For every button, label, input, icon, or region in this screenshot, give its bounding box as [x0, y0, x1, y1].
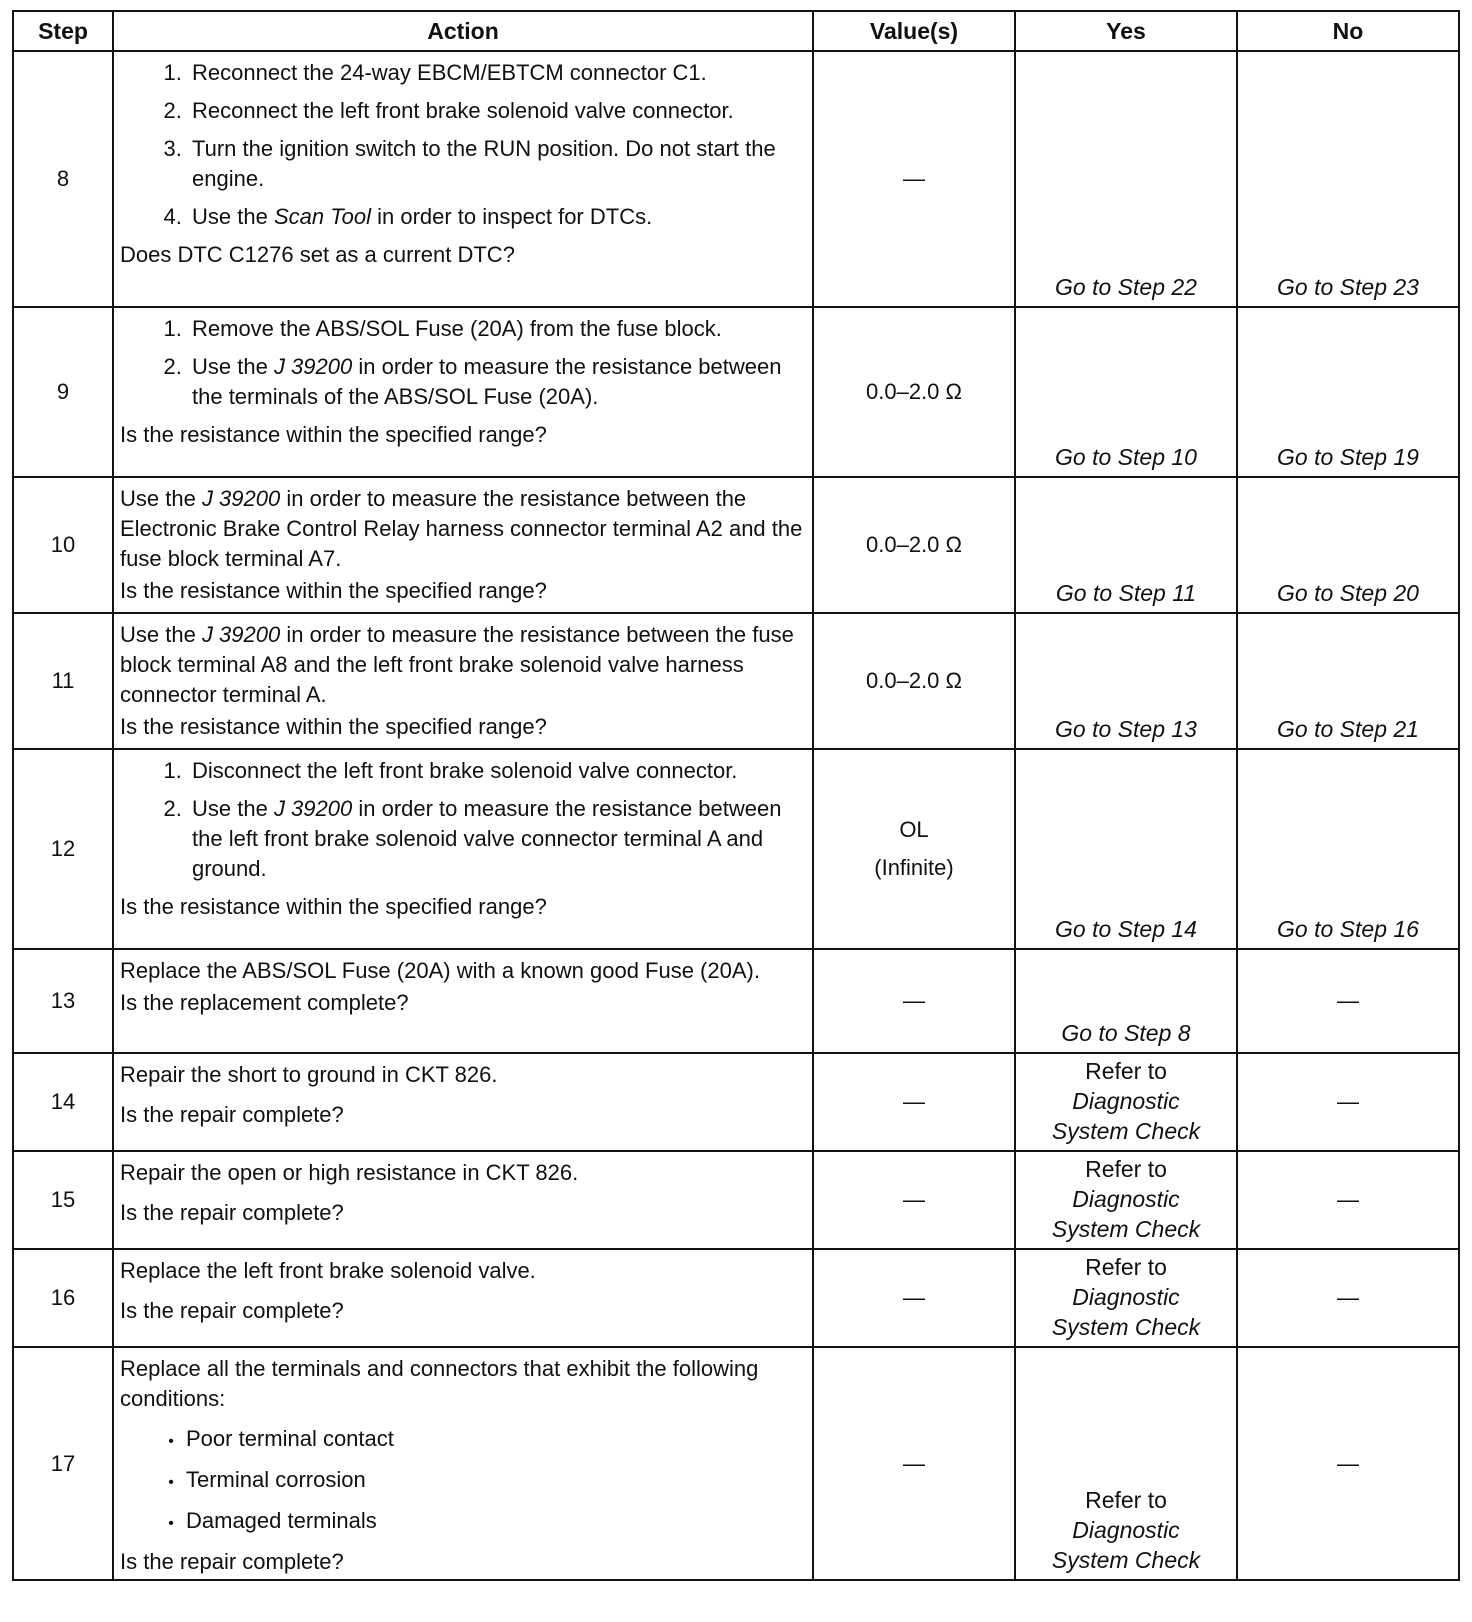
action-text: Replace all the terminals and connectors that exhibit the following conditions: [120, 1356, 759, 1411]
action-cell [113, 307, 813, 477]
yes-line: System Check [1051, 1314, 1201, 1340]
yes-line: Refer to [1085, 1254, 1167, 1280]
action-cell [113, 1249, 813, 1347]
text: in order to measure the resistance between the terminals of the ABS/SOL Fuse (20A). [192, 354, 782, 409]
tool-name: J 39200 [273, 796, 353, 821]
action-step-2 [188, 794, 804, 884]
tool-name: Scan Tool [273, 204, 371, 229]
step-number: 12 [13, 749, 113, 949]
no-result: — [1237, 949, 1459, 1053]
table-row-step-9 [13, 307, 1459, 477]
yes-line: Diagnostic [1072, 1517, 1180, 1543]
no-result: — [1237, 1053, 1459, 1151]
action-cell [113, 51, 813, 307]
yes-line: System Check [1051, 1118, 1201, 1144]
table-row-step-15 [13, 1151, 1459, 1249]
value-cell: — [813, 1053, 1015, 1151]
action-steps [120, 756, 804, 892]
action-question: Is the repair complete? [120, 1549, 344, 1574]
action-question: Is the resistance within the specified range? [120, 894, 547, 919]
value-cell: — [813, 1347, 1015, 1580]
header-step: Step [13, 11, 113, 51]
action-cell [113, 1053, 813, 1151]
action-text [120, 484, 804, 576]
value-line: OL [899, 817, 929, 842]
action-step-3: 3. Turn the ignition switch to the RUN position. Do not start the engine. [188, 134, 804, 194]
yes-result: Go to Step 13 [1015, 613, 1237, 749]
step-number: 15 [13, 1151, 113, 1249]
yes-line: Refer to [1085, 1487, 1167, 1513]
action-cell [113, 477, 813, 613]
value-cell: — [813, 949, 1015, 1053]
condition-list [120, 1424, 804, 1547]
yes-line: Refer to [1085, 1156, 1167, 1182]
header-no: No [1237, 11, 1459, 51]
no-result: — [1237, 1151, 1459, 1249]
yes-result: Go to Step 14 [1015, 749, 1237, 949]
no-result: Go to Step 21 [1237, 613, 1459, 749]
step-number: 11 [13, 613, 113, 749]
text: Use the [120, 486, 202, 511]
yes-result: Go to Step 11 [1015, 477, 1237, 613]
value-cell: 0.0–2.0 Ω [813, 477, 1015, 613]
no-result: Go to Step 23 [1237, 51, 1459, 307]
action-cell [113, 949, 813, 1053]
yes-result: Go to Step 10 [1015, 307, 1237, 477]
action-question: Is the resistance within the specified range? [120, 714, 547, 739]
action-question: Is the resistance within the specified range? [120, 578, 547, 603]
value-line: (Infinite) [874, 855, 954, 880]
action-question: Is the resistance within the specified range? [120, 422, 547, 447]
yes-result [1015, 1151, 1237, 1249]
table-row-step-16 [13, 1249, 1459, 1347]
step-number: 14 [13, 1053, 113, 1151]
header-action: Action [113, 11, 813, 51]
tool-name: J 39200 [201, 486, 281, 511]
yes-line: Refer to [1085, 1058, 1167, 1084]
action-cell [113, 1347, 813, 1580]
table-row-step-17 [13, 1347, 1459, 1580]
table-row-step-10 [13, 477, 1459, 613]
step-number: 9 [13, 307, 113, 477]
action-step-2 [188, 352, 804, 412]
tool-name: J 39200 [273, 354, 353, 379]
yes-result [1015, 1347, 1237, 1580]
table-row-step-12 [13, 749, 1459, 949]
text: in order to measure the resistance between the Electronic Brake Control Relay harness connector terminal A2 and the fuse block terminal A7. [120, 486, 803, 571]
yes-line: Diagnostic [1072, 1186, 1180, 1212]
diagnostic-table [12, 10, 1460, 1581]
step-number: 10 [13, 477, 113, 613]
yes-result: Go to Step 8 [1015, 949, 1237, 1053]
yes-line: Diagnostic [1072, 1088, 1180, 1114]
yes-result: Go to Step 22 [1015, 51, 1237, 307]
action-step-1: 1. Disconnect the left front brake solenoid valve connector. [188, 756, 804, 786]
yes-result [1015, 1053, 1237, 1151]
tool-name: J 39200 [201, 622, 281, 647]
text: in order to inspect for DTCs. [370, 204, 653, 229]
action-steps [120, 314, 804, 420]
value-cell: 0.0–2.0 Ω [813, 613, 1015, 749]
yes-line: System Check [1051, 1216, 1201, 1242]
text: Use the [192, 204, 274, 229]
list-item: • Poor terminal contact [156, 1424, 804, 1457]
yes-line: System Check [1051, 1547, 1201, 1573]
value-cell: — [813, 51, 1015, 307]
yes-result [1015, 1249, 1237, 1347]
header-row [13, 11, 1459, 51]
no-result: Go to Step 20 [1237, 477, 1459, 613]
value-cell [813, 749, 1015, 949]
action-text: Replace the left front brake solenoid valve. [120, 1258, 536, 1283]
text: Use the [120, 622, 202, 647]
text: Use the [192, 354, 274, 379]
action-cell [113, 749, 813, 949]
header-yes: Yes [1015, 11, 1237, 51]
action-step-1: 1. Remove the ABS/SOL Fuse (20A) from the fuse block. [188, 314, 804, 344]
header-values: Value(s) [813, 11, 1015, 51]
step-number: 17 [13, 1347, 113, 1580]
list-item: • Damaged terminals [156, 1506, 804, 1539]
step-number: 16 [13, 1249, 113, 1347]
action-step-2: 2. Reconnect the left front brake solenoid valve connector. [188, 96, 804, 126]
action-text: Repair the short to ground in CKT 826. [120, 1062, 498, 1087]
action-question: Does DTC C1276 set as a current DTC? [120, 242, 515, 267]
action-text [120, 620, 804, 712]
text: in order to measure the resistance between the left front brake solenoid valve connector terminal A and ground. [192, 796, 782, 881]
value-cell: 0.0–2.0 Ω [813, 307, 1015, 477]
table-row-step-11 [13, 613, 1459, 749]
value-cell: — [813, 1151, 1015, 1249]
table-row-step-8 [13, 51, 1459, 307]
table-row-step-14 [13, 1053, 1459, 1151]
no-result: — [1237, 1249, 1459, 1347]
action-cell [113, 1151, 813, 1249]
action-steps [120, 58, 804, 240]
action-step-4 [188, 202, 804, 232]
action-question: Is the replacement complete? [120, 990, 409, 1015]
action-step-1: 1. Reconnect the 24-way EBCM/EBTCM connector C1. [188, 58, 804, 88]
action-cell [113, 613, 813, 749]
text: in order to measure the resistance between the fuse block terminal A8 and the left front brake solenoid valve harness connector terminal A. [120, 622, 794, 707]
action-text: Replace the ABS/SOL Fuse (20A) with a known good Fuse (20A). [120, 958, 760, 983]
step-number: 13 [13, 949, 113, 1053]
list-item: • Terminal corrosion [156, 1465, 804, 1498]
action-text: Repair the open or high resistance in CKT 826. [120, 1160, 579, 1185]
text: Use the [192, 796, 274, 821]
no-result: Go to Step 19 [1237, 307, 1459, 477]
table-row-step-13 [13, 949, 1459, 1053]
action-question: Is the repair complete? [120, 1298, 344, 1323]
value-cell: — [813, 1249, 1015, 1347]
no-result: — [1237, 1347, 1459, 1580]
no-result: Go to Step 16 [1237, 749, 1459, 949]
action-question: Is the repair complete? [120, 1200, 344, 1225]
action-question: Is the repair complete? [120, 1102, 344, 1127]
yes-line: Diagnostic [1072, 1284, 1180, 1310]
step-number: 8 [13, 51, 113, 307]
